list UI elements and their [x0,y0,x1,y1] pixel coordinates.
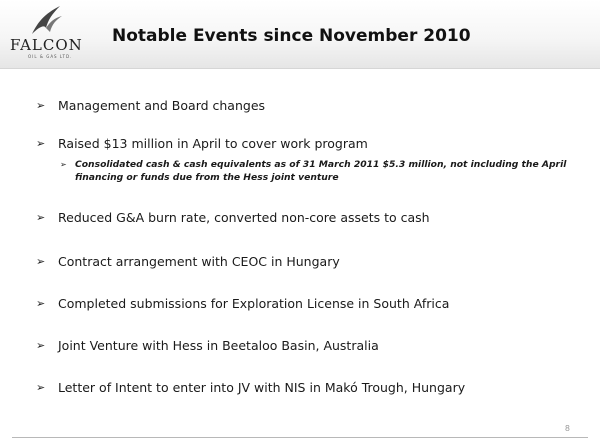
arrow-bullet-icon: ➢ [36,211,46,224]
page-number: 8 [564,424,570,433]
slide-title: Notable Events since November 2010 [112,26,471,46]
list-item [36,98,265,114]
logo-tagline: OIL & GAS LTD. [28,54,73,59]
arrow-bullet-icon: ➢ [36,137,46,150]
arrow-bullet-icon: ➢ [36,297,46,310]
list-item [36,136,575,184]
logo-wordmark: FALCON [10,36,83,54]
bullet-text: Contract arrangement with CEOC in Hungary [58,254,340,269]
list-item [36,296,449,312]
bullet-text: Letter of Intent to enter into JV with NIS in Makó Trough, Hungary [58,380,466,395]
bullet-text: Reduced G&A burn rate, converted non-core assets to cash [58,210,430,225]
bullet-text: Joint Venture with Hess in Beetaloo Basin, Australia [58,338,379,353]
arrow-bullet-icon: ➢ [36,99,46,112]
list-item [36,338,379,354]
arrow-bullet-icon: ➢ [36,255,46,268]
bullet-text: Completed submissions for Exploration License in South Africa [58,296,450,311]
footer-divider [12,437,588,438]
list-item [36,380,465,396]
sub-bullet [60,158,575,184]
list-item [36,210,430,226]
bullet-text: Management and Board changes [58,98,266,113]
arrow-bullet-icon: ➢ [36,339,46,352]
list-item [36,254,340,270]
arrow-bullet-icon: ➢ [36,381,46,394]
falcon-bird-icon [30,4,64,36]
company-logo [6,4,92,64]
sub-bullet-text: Consolidated cash & cash equivalents as of 31 March 2011 $5.3 million, not including the April financing or funds due from the Hess joint venture [75,159,567,183]
bullet-text: Raised $13 million in April to cover work program [58,136,368,151]
slide-header [0,0,600,69]
arrow-bullet-icon: ➢ [60,160,67,169]
